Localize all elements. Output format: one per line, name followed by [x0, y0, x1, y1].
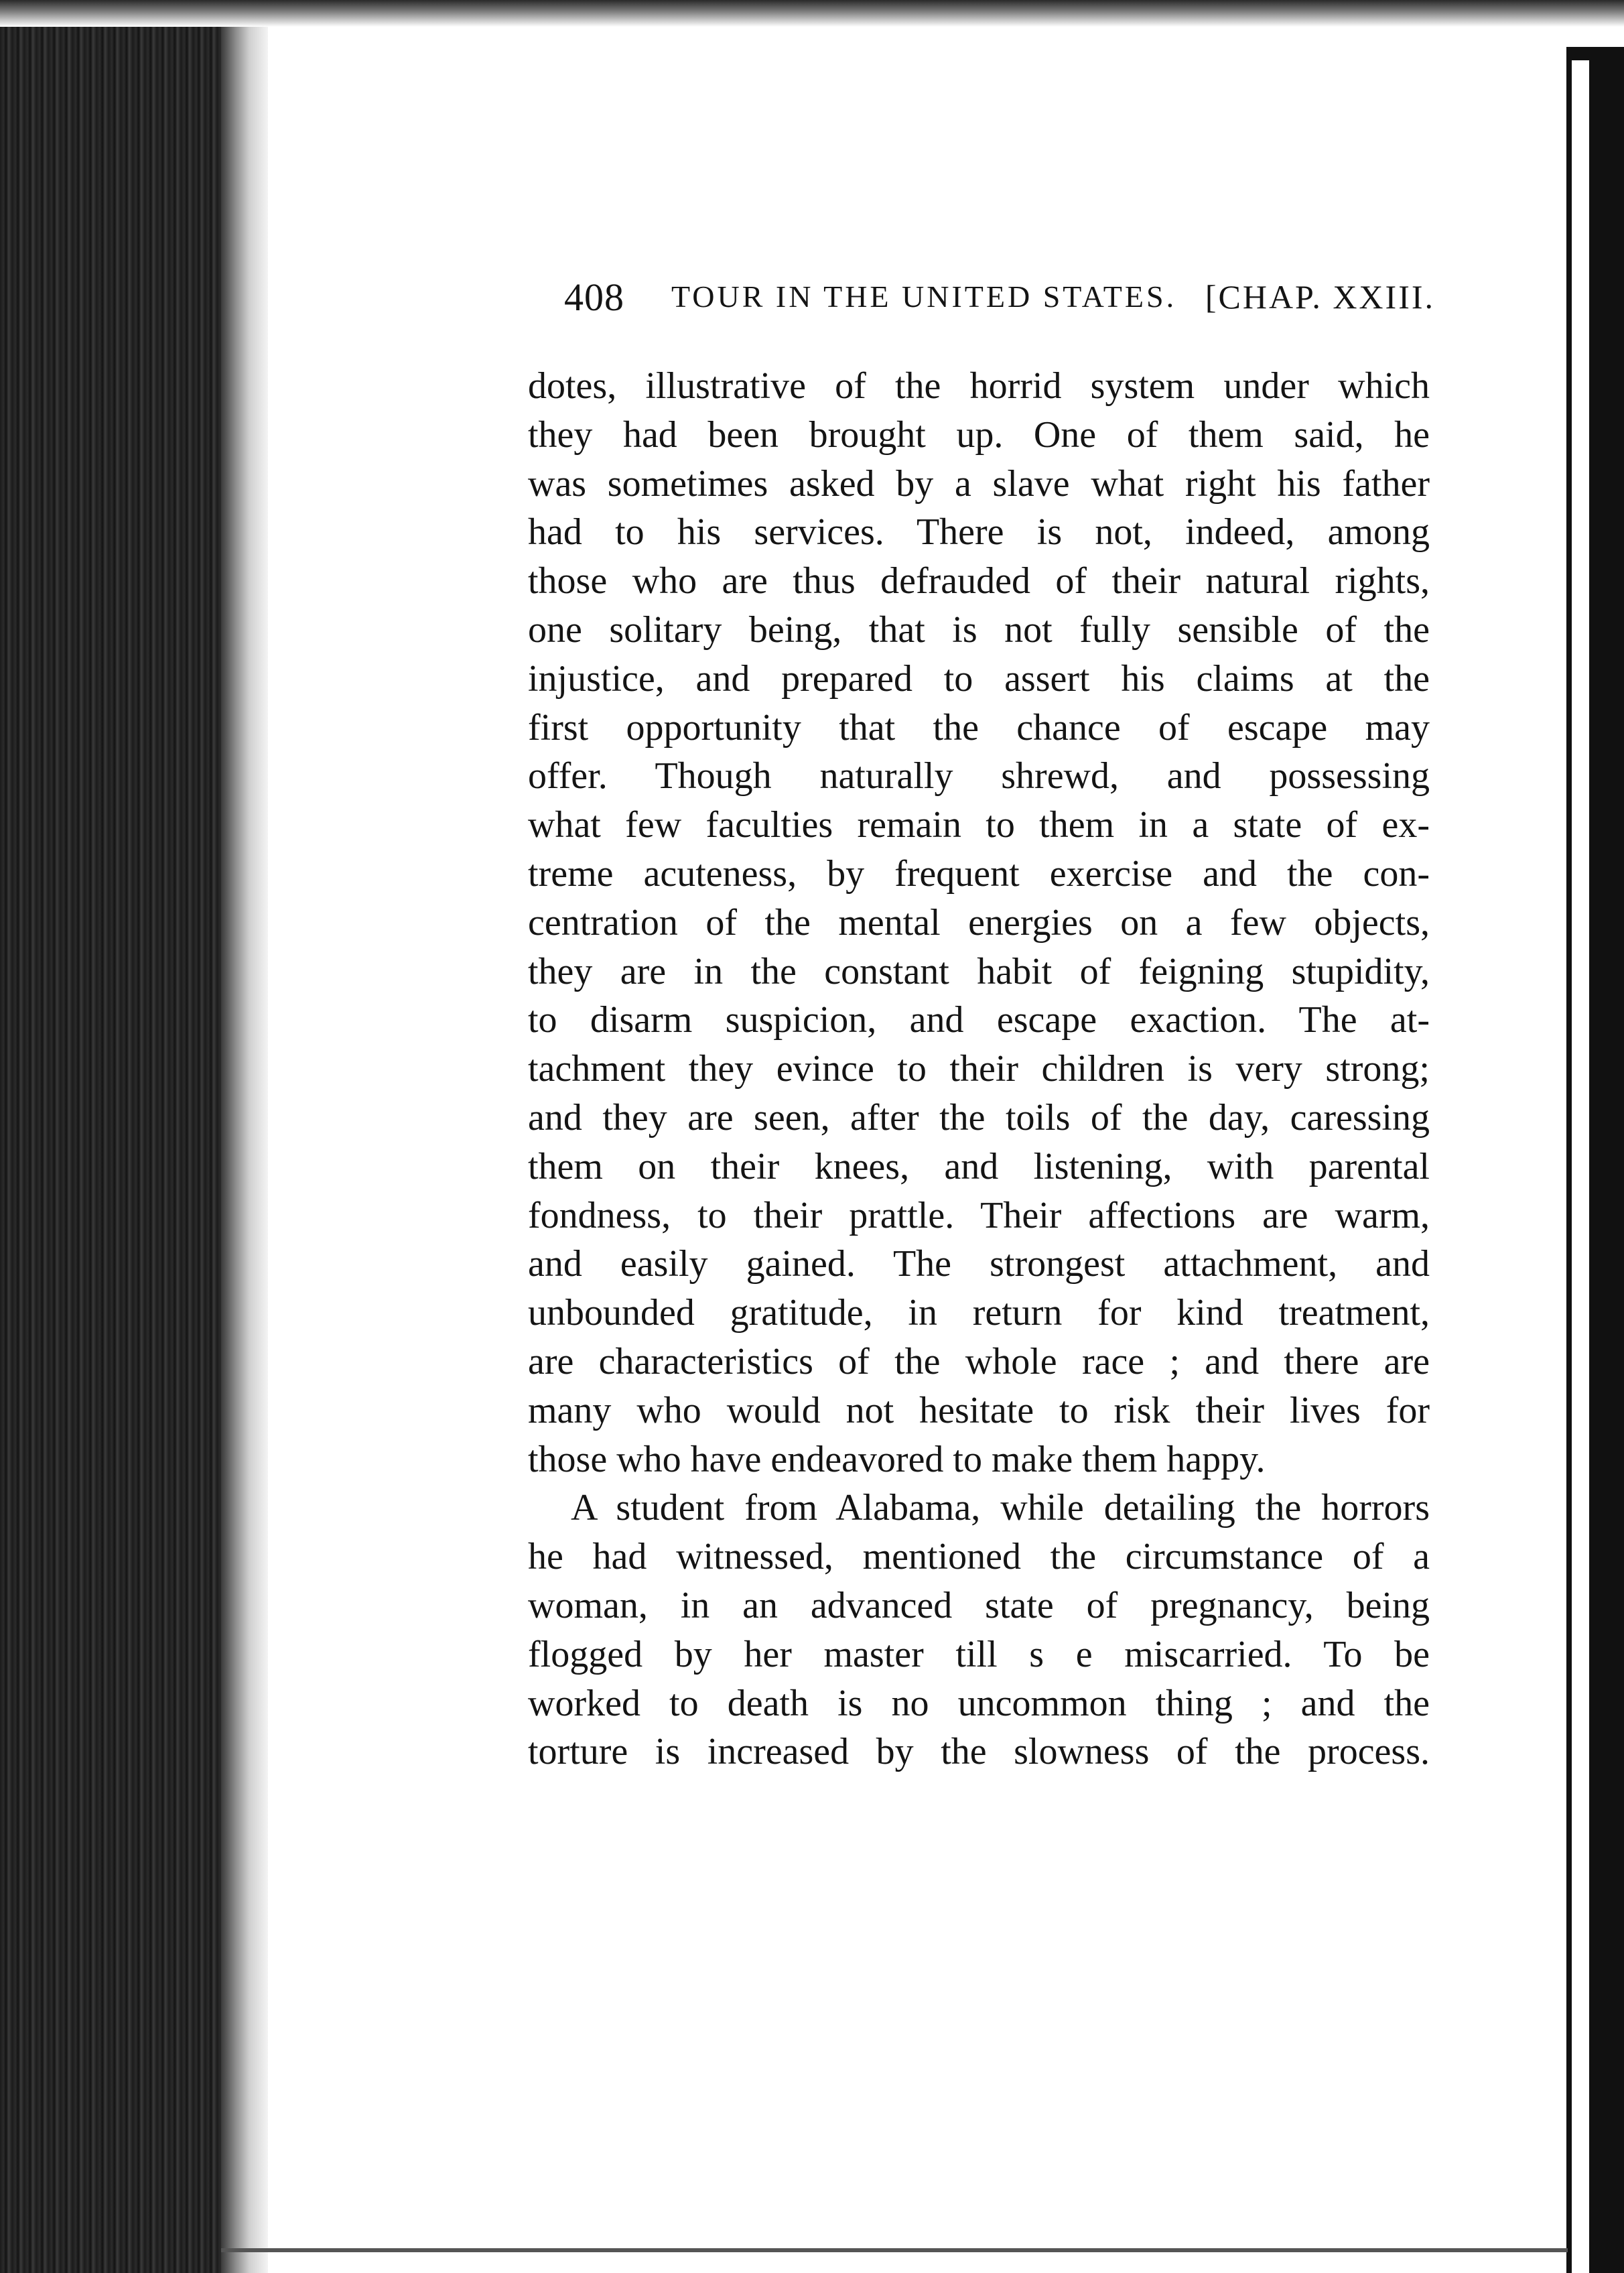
next-page-edge: [1572, 60, 1589, 2273]
page-number: 408: [564, 275, 624, 319]
text-line: one solitary being, that is not fully sensible of the: [528, 608, 1430, 651]
text-line: first opportunity that the chance of escape may: [528, 706, 1430, 749]
body-text: [528, 362, 1430, 1776]
text-line: them on their knees, and listening, with parental: [528, 1145, 1430, 1187]
text-line: worked to death is no uncommon thing ; and the: [528, 1682, 1430, 1724]
text-line: what few faculties remain to them in a state of ex-: [528, 804, 1430, 846]
bottom-edge: [221, 2248, 1568, 2252]
text-line: are characteristics of the whole race ; and there are: [528, 1340, 1430, 1382]
running-header: [564, 275, 1435, 328]
text-line: treme acuteness, by frequent exercise and the con-: [528, 852, 1430, 895]
book-spine: [0, 0, 221, 2273]
text-line: A student from Alabama, while detailing the horrors: [571, 1487, 1430, 1529]
running-title: TOUR IN THE UNITED STATES.: [671, 279, 1177, 314]
text-line: tachment they evince to their children is very strong;: [528, 1048, 1430, 1090]
chapter-label: [CHAP. XXIII.: [1205, 278, 1435, 316]
page-gutter-shadow: [221, 0, 268, 2273]
text-line: and they are seen, after the toils of the day, caressing: [528, 1096, 1430, 1139]
top-edge-shadow: [0, 0, 1624, 27]
text-line: they had been brought up. One of them said, he: [528, 413, 1430, 456]
text-line: those who have endeavored to make them happy.: [528, 1438, 1266, 1480]
text-line: they are in the constant habit of feigning stupidity,: [528, 950, 1430, 992]
text-line: centration of the mental energies on a few objects,: [528, 901, 1430, 944]
text-line: many who would not hesitate to risk their lives for: [528, 1389, 1430, 1431]
text-line: fondness, to their prattle. Their affections are warm,: [528, 1194, 1430, 1236]
text-line: dotes, illustrative of the horrid system under which: [528, 365, 1430, 407]
text-line: to disarm suspicion, and escape exaction. The at-: [528, 999, 1430, 1041]
text-line: woman, in an advanced state of pregnancy, being: [528, 1584, 1430, 1626]
text-line: those who are thus defrauded of their natural rights,: [528, 560, 1430, 602]
text-line: offer. Though naturally shrewd, and possessing: [528, 755, 1430, 797]
text-line: and easily gained. The strongest attachment, and: [528, 1243, 1430, 1285]
text-line: injustice, and prepared to assert his claims at the: [528, 657, 1430, 700]
text-line: torture is increased by the slowness of the process.: [528, 1731, 1430, 1773]
text-line: flogged by her master till s e miscarried. To be: [528, 1633, 1430, 1675]
text-line: he had witnessed, mentioned the circumstance of a: [528, 1536, 1430, 1578]
text-line: was sometimes asked by a slave what right his father: [528, 462, 1430, 505]
text-line: unbounded gratitude, in return for kind treatment,: [528, 1292, 1430, 1334]
text-line: had to his services. There is not, indeed, among: [528, 511, 1430, 554]
